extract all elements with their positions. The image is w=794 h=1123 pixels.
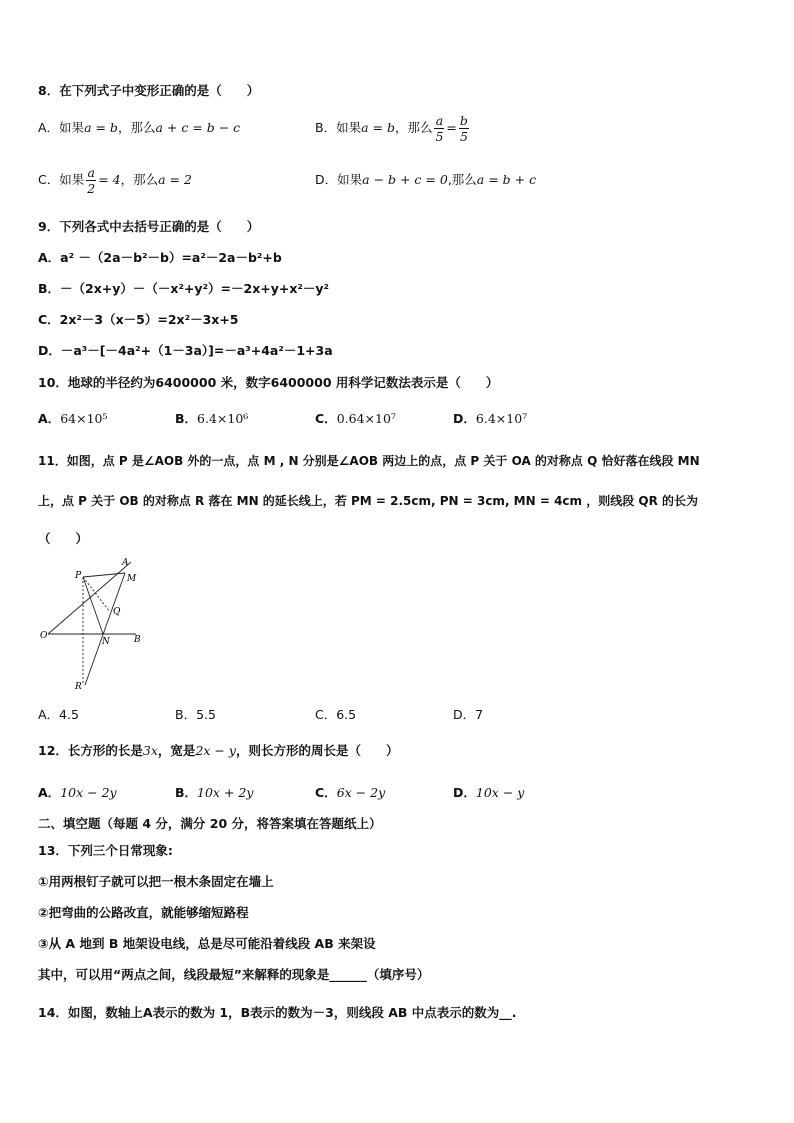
q8-b-mid: ，那么 [394, 120, 433, 135]
q9-option-c: C．2x²－3（x－5）=2x²－3x+5 [38, 312, 239, 327]
fig-label-b: B [134, 635, 141, 645]
fig-label-o: O [40, 631, 48, 641]
q8-a-math2: a + c = b − c [155, 120, 241, 135]
fig-label-a: A [122, 558, 129, 568]
q12-option-a: A．10x − 2y [38, 785, 117, 800]
fig-label-q: Q [113, 607, 121, 617]
q13-item-3: ③从 A 地到 B 地架设电线，总是尽可能沿着线段 AB 来架设 [38, 936, 376, 951]
q12-option-b: B．10x + 2y [175, 785, 254, 800]
q11-option-b: B．5.5 [175, 707, 216, 722]
q9-option-b: B．－（2x+y）－（－x²+y²）=－2x+y+x²－y² [38, 281, 330, 296]
q10-option-b: B．6.4×10⁶ [175, 411, 249, 426]
q8-d-math1: a − b + c = 0 [362, 172, 448, 187]
fig-label-p: P [75, 571, 82, 581]
q9-option-d: D．－a³－[－4a²+（1－3a）]=－a³+4a²－1+3a [38, 343, 333, 358]
q8-a-label: A．如果 [38, 120, 85, 135]
q12-option-d: D．10x − y [453, 785, 525, 800]
q11-option-d: D．7 [453, 707, 484, 722]
q13-question: 其中，可以用“两点之间，线段最短”来解释的现象是______（填序号） [38, 967, 430, 982]
q8-b-frac2: $\frac{b}{5}$ [459, 113, 468, 144]
q8-option-a [38, 119, 240, 137]
q8-c-math2: a = 2 [158, 172, 192, 187]
q8-a-math1: a = b [84, 120, 118, 135]
q13-item-2: ②把弯曲的公路改直，就能够缩短路程 [38, 905, 249, 920]
q8-b-eq: = [446, 120, 457, 135]
fig-label-r: R [75, 682, 82, 692]
q10-b-value: 6.4×10⁶ [197, 411, 249, 426]
q11-line1: 11．如图，点 P 是∠AOB 外的一点，点 M , N 分别是∠AOB 两边上的点，点 P 关于 OA 的对称点 Q 恰好落在线段 MN [38, 454, 700, 468]
q8-c-eq: = 4 [98, 172, 121, 187]
q9-stem: 9．下列各式中去括号正确的是（ ） [38, 219, 260, 234]
q10-option-d: D．6.4×10⁷ [453, 411, 528, 426]
q8-c-label: C．如果 [38, 172, 85, 187]
q8-a-mid: ，那么 [117, 120, 156, 135]
q10-stem: 10．地球的半径约为6400000 米，数字6400000 用科学记数法表示是（ ） [38, 375, 499, 390]
q8-b-math1: a = b [361, 120, 395, 135]
q8-option-c [38, 164, 192, 196]
q8-c-mid: ，那么 [120, 172, 159, 187]
q12-math-length: 3x [142, 743, 158, 758]
q11-line2: 上，点 P 关于 OB 的对称点 R 落在 MN 的延长线上，若 PM = 2.5cm, PN = 3cm, MN = 4cm ，则线段 QR 的长为 [38, 494, 699, 508]
q8-d-label: D．如果 [315, 172, 363, 187]
q11-figure [38, 556, 158, 692]
q8-b-label: B．如果 [315, 120, 362, 135]
q14-stem: 14．如图，数轴上A表示的数为 1，B表示的数为－3，则线段 AB 中点表示的数为__. [38, 1005, 517, 1020]
q8-stem: 8．在下列式子中变形正确的是（ ） [38, 83, 260, 98]
q8-d-mid: ,那么 [447, 172, 477, 187]
q8-d-math2: a = b + c [476, 172, 537, 187]
q10-c-value: 0.64×10⁷ [336, 411, 396, 426]
q9-option-a: A．a² －（2a－b²－b）=a²－2a－b²+b [38, 250, 282, 265]
q8-option-b [315, 112, 471, 144]
q12-stem: 12．长方形的长是3x，宽是2x − y，则长方形的周长是（ ） [38, 743, 399, 758]
q13-stem: 13．下列三个日常现象: [38, 843, 173, 858]
q8-c-frac: $\frac{a}{2}$ [87, 165, 96, 196]
q11-option-c: C．6.5 [315, 707, 357, 722]
fig-label-n: N [102, 637, 110, 647]
q11-option-a: A．4.5 [38, 707, 79, 722]
q11-line3: （ ） [38, 531, 89, 546]
q10-a-value: 64×10⁵ [60, 411, 108, 426]
q12-option-c: C．6x − 2y [315, 785, 386, 800]
q8-b-frac1: $\frac{a}{5}$ [435, 113, 444, 144]
q10-option-a: A．64×10⁵ [38, 411, 108, 426]
q12-math-width: 2x − y [195, 743, 236, 758]
q10-option-c: C．0.64×10⁷ [315, 411, 396, 426]
q8-option-d [315, 171, 536, 189]
fig-label-m: M [127, 574, 137, 584]
q13-item-1: ①用两根钉子就可以把一根木条固定在墙上 [38, 874, 274, 889]
section-heading-fill-in: 二、填空题（每题 4 分，满分 20 分，将答案填在答题纸上） [38, 816, 382, 831]
q10-d-value: 6.4×10⁷ [475, 411, 528, 426]
